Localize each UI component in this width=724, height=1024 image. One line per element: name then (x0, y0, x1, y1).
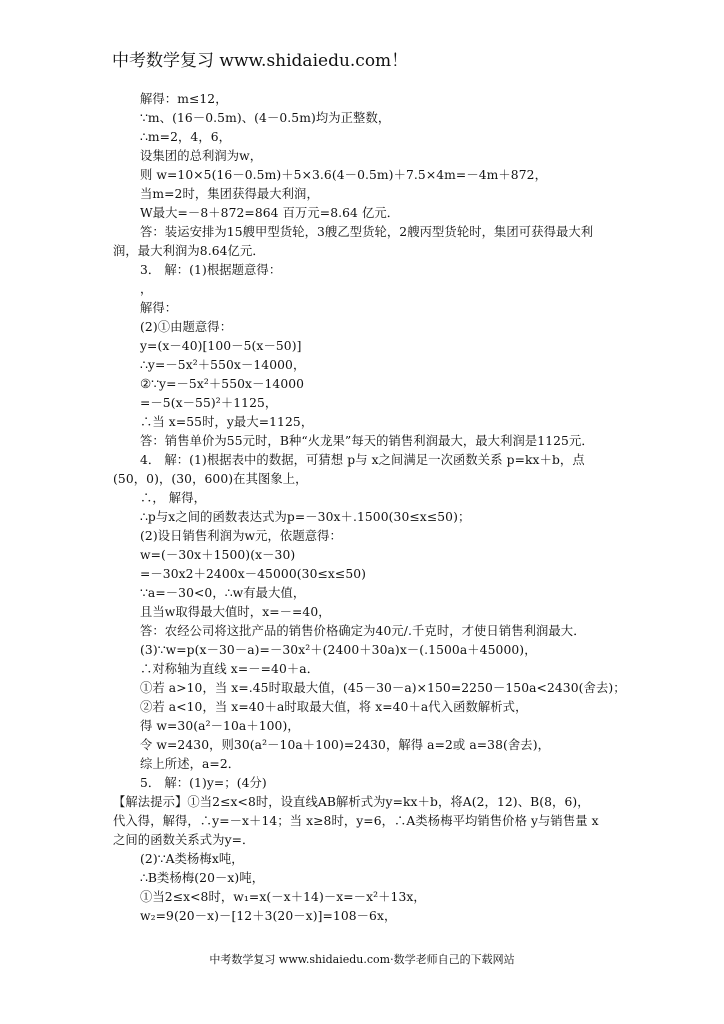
text-line: w₂=9(20－x)－[12＋3(20－x)]=108－6x， (140, 909, 397, 923)
text-line: 代入得，解得，∴y=－x＋14；当 x≥8时，y=6，∴A类杨梅平均销售价格 y与销售量 x (113, 814, 599, 828)
text-line: ∴当 x=55时，y最大=1125， (140, 415, 314, 429)
text-line: ∴m=2，4，6， (140, 130, 232, 144)
page-header: 中考数学复习 www.shidaiedu.com！ (112, 51, 409, 71)
text-line: ∴p与x之间的函数表达式为p=－30x＋.1500(30≤x≤50)； (140, 510, 471, 524)
text-line: ∴B类杨梅(20－x)吨， (140, 871, 265, 885)
text-line: 解得：m≤12， (140, 92, 228, 106)
text-line: W最大=－8＋872=864 百万元=8.64 亿元． (140, 206, 400, 220)
text-line: (50，0)，(30，600)在其图象上， (113, 472, 308, 486)
text-line: 令 w=2430，则30(a²－10a＋100)=2430，解得 a=2或 a=38(舍去)， (140, 738, 550, 752)
text-line: 当m=2时，集团获得最大利润， (140, 187, 319, 201)
page-footer: 中考数学复习 www.shidaiedu.com·数学老师自己的下载网站 (209, 953, 515, 966)
text-line: 则 w=10×5(16－0.5m)＋5×3.6(4－0.5m)＋7.5×4m=－4m＋872， (140, 168, 547, 182)
text-line: ①若 a>10，当 x=.45时取最大值，(45－30－a)×150=2250－150a<2430(舍去)； (140, 681, 626, 695)
text-line: ∴， 解得， (140, 491, 206, 505)
text-line: 设集团的总利润为w， (140, 149, 263, 163)
text-line: 之间的函数关系式为y=． (113, 833, 255, 847)
text-line: (3)∵w=p(x－30－a)=－30x²＋(2400＋30a)x－(.1500a＋45000)， (140, 643, 537, 657)
text-line: 【解法提示】①当2≤x<8时，设直线AB解析式为y=kx＋b，将A(2，12)、B(8，6)， (113, 795, 590, 809)
text-line: ①当2≤x<8时，w₁=x(－x＋14)－x=－x²＋13x， (140, 890, 426, 904)
text-line: =－30x2＋2400x－45000(30≤x≤50) (140, 567, 367, 581)
text-line: 且当w取得最大值时，x=－=40， (140, 605, 331, 619)
text-line: 综上所述，a=2． (140, 757, 241, 771)
text-line: ∵a=－30<0，∴w有最大值， (140, 586, 306, 600)
text-line: (2)①由题意得： (140, 320, 233, 334)
text-line: (2)设日销售利润为w元，依题意得： (140, 529, 342, 543)
text-line: ∴对称轴为直线 x=－=40＋a． (140, 662, 320, 676)
text-line: ∴y=－5x²＋550x－14000， (140, 358, 306, 372)
text-line: 答：销售单价为55元时，B种“火龙果”每天的销售利润最大，最大利润是1125元． (140, 434, 594, 448)
text-line: ∵m、(16－0.5m)、(4－0.5m)均为正整数， (140, 111, 391, 125)
text-line: =－5(x－55)²＋1125， (140, 396, 278, 410)
text-line: 5． 解：(1)y=；(4分) (140, 776, 267, 790)
text-line: 得 w=30(a²－10a＋100)， (140, 719, 300, 733)
text-line: 答：农经公司将这批产品的销售价格确定为40元/.千克时，才使日销售利润最大． (140, 624, 586, 638)
text-line: 解得： (140, 301, 178, 315)
text-line: 答：装运安排为15艘甲型货轮，3艘乙型货轮，2艘丙型货轮时，集团可获得最大利 (140, 225, 594, 239)
text-line: 润，最大利润为8.64亿元． (113, 244, 265, 258)
text-line: (2)∵A类杨梅x吨， (140, 852, 244, 866)
text-line: ， (140, 282, 153, 296)
text-line: y=(x－40)[100－5(x－50)] (140, 339, 302, 353)
text-line: ②若 a<10，当 x=40＋a时取最大值，将 x=40＋a代入函数解析式， (140, 700, 528, 714)
text-line: 3． 解：(1)根据题意得： (140, 263, 282, 277)
text-line: 4． 解：(1)根据表中的数据，可猜想 p与 x之间满足一次函数关系 p=kx＋b，点 (140, 453, 585, 467)
text-line: w=(－30x＋1500)(x－30) (140, 548, 296, 562)
text-line: ②∵y=－5x²＋550x－14000 (140, 377, 305, 391)
